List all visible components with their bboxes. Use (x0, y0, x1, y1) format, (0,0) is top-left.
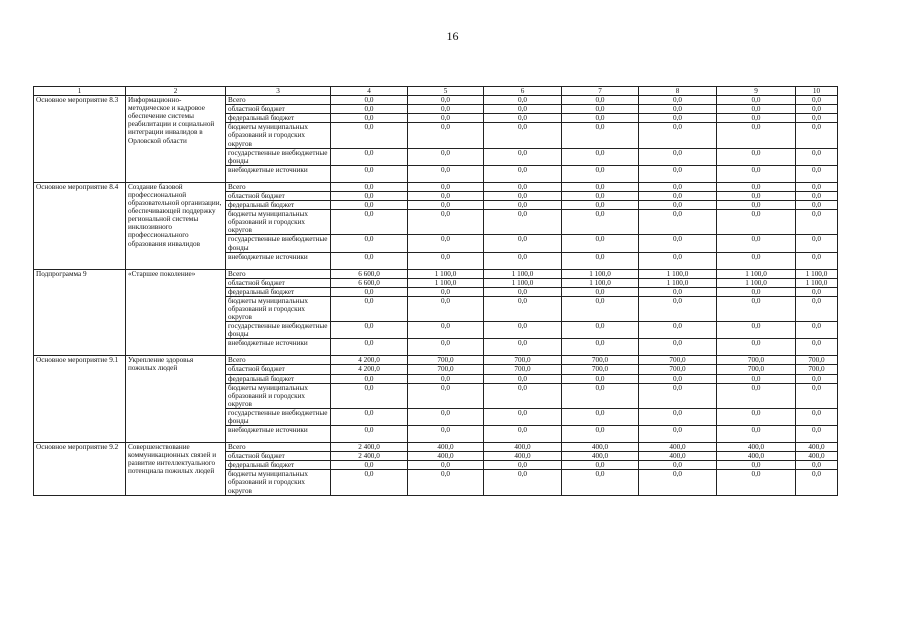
value-cell: 0,0 (717, 105, 796, 114)
value-cell: 0,0 (717, 374, 796, 383)
value-cell: 0,0 (331, 201, 408, 210)
value-cell: 0,0 (796, 426, 838, 443)
value-cell: 0,0 (331, 461, 408, 470)
funding-source-cell: государственные внебюджетные фонды (226, 148, 331, 165)
value-cell: 0,0 (408, 165, 484, 182)
value-cell: 0,0 (562, 96, 639, 105)
value-cell: 0,0 (408, 105, 484, 114)
value-cell: 0,0 (484, 426, 562, 443)
value-cell: 0,0 (331, 252, 408, 269)
value-cell: 0,0 (717, 287, 796, 296)
value-cell: 0,0 (408, 296, 484, 321)
program-name-cell: Подпрограмма 9 (34, 269, 126, 356)
column-header-8: 8 (639, 87, 717, 96)
value-cell: 0,0 (796, 374, 838, 383)
value-cell: 0,0 (562, 235, 639, 252)
value-cell: 0,0 (408, 322, 484, 339)
value-cell: 0,0 (562, 105, 639, 114)
value-cell: 0,0 (717, 96, 796, 105)
value-cell: 0,0 (717, 426, 796, 443)
value-cell: 0,0 (796, 210, 838, 235)
value-cell: 0,0 (562, 252, 639, 269)
value-cell: 0,0 (639, 252, 717, 269)
program-name-cell: Основное мероприятие 8.4 (34, 182, 126, 269)
funding-source-cell: государственные внебюджетные фонды (226, 408, 331, 425)
value-cell: 0,0 (562, 123, 639, 148)
value-cell: 0,0 (639, 165, 717, 182)
program-name-cell: Основное мероприятие 8.3 (34, 96, 126, 183)
value-cell: 400,0 (717, 443, 796, 452)
value-cell: 700,0 (796, 365, 838, 374)
value-cell: 4 200,0 (331, 365, 408, 374)
value-cell: 0,0 (562, 182, 639, 191)
value-cell: 1 100,0 (796, 269, 838, 278)
value-cell: 0,0 (717, 165, 796, 182)
value-cell: 0,0 (484, 165, 562, 182)
value-cell: 1 100,0 (408, 278, 484, 287)
value-cell: 0,0 (484, 252, 562, 269)
column-header-3: 3 (226, 87, 331, 96)
value-cell: 0,0 (796, 383, 838, 408)
value-cell: 0,0 (331, 383, 408, 408)
budget-table (33, 86, 838, 496)
value-cell: 0,0 (639, 322, 717, 339)
table-row (34, 96, 838, 105)
value-cell: 400,0 (796, 452, 838, 461)
value-cell: 6 600,0 (331, 269, 408, 278)
value-cell: 0,0 (639, 123, 717, 148)
funding-source-cell: федеральный бюджет (226, 374, 331, 383)
value-cell: 0,0 (331, 322, 408, 339)
value-cell: 0,0 (639, 105, 717, 114)
value-cell: 0,0 (639, 191, 717, 200)
value-cell: 1 100,0 (717, 269, 796, 278)
value-cell: 0,0 (639, 426, 717, 443)
value-cell: 0,0 (639, 114, 717, 123)
value-cell: 700,0 (408, 356, 484, 365)
value-cell: 0,0 (717, 383, 796, 408)
funding-source-cell: областной бюджет (226, 365, 331, 374)
value-cell: 700,0 (562, 356, 639, 365)
value-cell: 0,0 (408, 114, 484, 123)
value-cell: 1 100,0 (484, 278, 562, 287)
table-row (34, 269, 838, 278)
table-row (34, 356, 838, 365)
value-cell: 0,0 (639, 461, 717, 470)
value-cell: 0,0 (639, 210, 717, 235)
value-cell: 1 100,0 (484, 269, 562, 278)
value-cell: 0,0 (717, 148, 796, 165)
funding-source-cell: областной бюджет (226, 452, 331, 461)
funding-source-cell: бюджеты муниципальных образований и городских округов (226, 470, 331, 495)
table-row (34, 443, 838, 452)
value-cell: 0,0 (717, 322, 796, 339)
value-cell: 0,0 (717, 123, 796, 148)
funding-source-cell: федеральный бюджет (226, 287, 331, 296)
value-cell: 0,0 (408, 235, 484, 252)
value-cell: 2 400,0 (331, 443, 408, 452)
value-cell: 0,0 (408, 374, 484, 383)
value-cell: 0,0 (639, 148, 717, 165)
value-cell: 700,0 (562, 365, 639, 374)
value-cell: 0,0 (484, 374, 562, 383)
value-cell: 0,0 (796, 165, 838, 182)
value-cell: 0,0 (484, 123, 562, 148)
value-cell: 0,0 (408, 252, 484, 269)
value-cell: 0,0 (408, 408, 484, 425)
value-cell: 0,0 (331, 374, 408, 383)
value-cell: 0,0 (331, 470, 408, 495)
value-cell: 1 100,0 (408, 269, 484, 278)
value-cell: 400,0 (484, 443, 562, 452)
value-cell: 0,0 (331, 287, 408, 296)
funding-source-cell: федеральный бюджет (226, 201, 331, 210)
column-header-4: 4 (331, 87, 408, 96)
value-cell: 0,0 (484, 96, 562, 105)
value-cell: 0,0 (484, 191, 562, 200)
value-cell: 0,0 (639, 96, 717, 105)
value-cell: 0,0 (562, 287, 639, 296)
value-cell: 0,0 (484, 470, 562, 495)
value-cell: 0,0 (796, 287, 838, 296)
value-cell: 0,0 (639, 383, 717, 408)
value-cell: 1 100,0 (562, 269, 639, 278)
value-cell: 0,0 (796, 123, 838, 148)
value-cell: 0,0 (562, 148, 639, 165)
value-cell: 0,0 (562, 470, 639, 495)
value-cell: 0,0 (408, 96, 484, 105)
program-name-cell: Основное мероприятие 9.2 (34, 443, 126, 496)
funding-source-cell: государственные внебюджетные фонды (226, 235, 331, 252)
value-cell: 0,0 (331, 165, 408, 182)
value-cell: 700,0 (408, 365, 484, 374)
value-cell: 0,0 (484, 408, 562, 425)
value-cell: 0,0 (408, 287, 484, 296)
value-cell: 0,0 (562, 461, 639, 470)
value-cell: 0,0 (331, 408, 408, 425)
funding-source-cell: федеральный бюджет (226, 461, 331, 470)
funding-source-cell: областной бюджет (226, 105, 331, 114)
value-cell: 0,0 (562, 201, 639, 210)
value-cell: 1 100,0 (796, 278, 838, 287)
funding-source-cell: областной бюджет (226, 191, 331, 200)
funding-source-cell: бюджеты муниципальных образований и городских округов (226, 383, 331, 408)
value-cell: 0,0 (717, 182, 796, 191)
value-cell: 0,0 (484, 201, 562, 210)
value-cell: 0,0 (639, 339, 717, 356)
value-cell: 0,0 (639, 287, 717, 296)
funding-source-cell: Всего (226, 269, 331, 278)
value-cell: 0,0 (562, 322, 639, 339)
value-cell: 700,0 (484, 356, 562, 365)
column-header-2: 2 (126, 87, 226, 96)
value-cell: 400,0 (796, 443, 838, 452)
value-cell: 0,0 (717, 210, 796, 235)
funding-source-cell: внебюджетные источники (226, 426, 331, 443)
value-cell: 0,0 (331, 191, 408, 200)
funding-source-cell: бюджеты муниципальных образований и городских округов (226, 123, 331, 148)
value-cell: 0,0 (796, 461, 838, 470)
program-title-cell: Информационно-методическое и кадровое обеспечение системы реабилитации и социальной интеграции инвалидов в Орловской области (126, 96, 226, 183)
value-cell: 0,0 (408, 339, 484, 356)
value-cell: 0,0 (562, 296, 639, 321)
value-cell: 0,0 (484, 461, 562, 470)
value-cell: 0,0 (484, 287, 562, 296)
value-cell: 0,0 (639, 470, 717, 495)
value-cell: 2 400,0 (331, 452, 408, 461)
value-cell: 0,0 (484, 235, 562, 252)
value-cell: 0,0 (408, 191, 484, 200)
value-cell: 0,0 (562, 426, 639, 443)
value-cell: 0,0 (331, 105, 408, 114)
value-cell: 0,0 (717, 408, 796, 425)
column-header-7: 7 (562, 87, 639, 96)
value-cell: 0,0 (484, 105, 562, 114)
value-cell: 0,0 (331, 235, 408, 252)
funding-source-cell: бюджеты муниципальных образований и городских округов (226, 296, 331, 321)
value-cell: 1 100,0 (639, 269, 717, 278)
value-cell: 0,0 (408, 461, 484, 470)
value-cell: 0,0 (331, 296, 408, 321)
value-cell: 400,0 (639, 452, 717, 461)
value-cell: 1 100,0 (639, 278, 717, 287)
value-cell: 0,0 (796, 148, 838, 165)
value-cell: 0,0 (796, 339, 838, 356)
value-cell: 0,0 (562, 408, 639, 425)
value-cell: 0,0 (484, 383, 562, 408)
program-title-cell: Совершенствование коммуникационных связей и развитие интеллектуального потенциала пожилых людей (126, 443, 226, 496)
value-cell: 0,0 (717, 296, 796, 321)
value-cell: 0,0 (639, 182, 717, 191)
value-cell: 0,0 (408, 210, 484, 235)
column-header-10: 10 (796, 87, 838, 96)
value-cell: 400,0 (408, 452, 484, 461)
value-cell: 0,0 (484, 322, 562, 339)
value-cell: 0,0 (796, 182, 838, 191)
value-cell: 700,0 (796, 356, 838, 365)
value-cell: 700,0 (639, 356, 717, 365)
value-cell: 0,0 (639, 235, 717, 252)
value-cell: 0,0 (717, 201, 796, 210)
value-cell: 0,0 (408, 182, 484, 191)
value-cell: 6 600,0 (331, 278, 408, 287)
value-cell: 0,0 (639, 408, 717, 425)
value-cell: 0,0 (331, 210, 408, 235)
value-cell: 0,0 (408, 426, 484, 443)
funding-source-cell: Всего (226, 182, 331, 191)
value-cell: 0,0 (331, 426, 408, 443)
value-cell: 0,0 (484, 148, 562, 165)
funding-source-cell: государственные внебюджетные фонды (226, 322, 331, 339)
value-cell: 0,0 (796, 191, 838, 200)
value-cell: 0,0 (562, 165, 639, 182)
funding-source-cell: внебюджетные источники (226, 252, 331, 269)
value-cell: 0,0 (484, 182, 562, 191)
funding-source-cell: федеральный бюджет (226, 114, 331, 123)
value-cell: 0,0 (331, 114, 408, 123)
value-cell: 0,0 (562, 339, 639, 356)
value-cell: 0,0 (562, 383, 639, 408)
value-cell: 0,0 (484, 296, 562, 321)
funding-source-cell: внебюджетные источники (226, 165, 331, 182)
value-cell: 0,0 (562, 374, 639, 383)
value-cell: 0,0 (796, 235, 838, 252)
column-header-5: 5 (408, 87, 484, 96)
funding-source-cell: бюджеты муниципальных образований и городских округов (226, 210, 331, 235)
value-cell: 0,0 (484, 210, 562, 235)
value-cell: 400,0 (639, 443, 717, 452)
value-cell: 0,0 (331, 148, 408, 165)
value-cell: 0,0 (796, 114, 838, 123)
value-cell: 0,0 (331, 96, 408, 105)
value-cell: 4 200,0 (331, 356, 408, 365)
column-header-9: 9 (717, 87, 796, 96)
value-cell: 0,0 (717, 191, 796, 200)
value-cell: 1 100,0 (717, 278, 796, 287)
value-cell: 0,0 (408, 123, 484, 148)
value-cell: 0,0 (717, 252, 796, 269)
value-cell: 0,0 (408, 470, 484, 495)
program-title-cell: Укрепление здоровья пожилых людей (126, 356, 226, 443)
value-cell: 0,0 (331, 123, 408, 148)
column-header-1: 1 (34, 87, 126, 96)
funding-source-cell: Всего (226, 443, 331, 452)
value-cell: 0,0 (796, 105, 838, 114)
value-cell: 400,0 (484, 452, 562, 461)
value-cell: 400,0 (717, 452, 796, 461)
value-cell: 700,0 (717, 356, 796, 365)
value-cell: 0,0 (639, 201, 717, 210)
value-cell: 0,0 (331, 182, 408, 191)
value-cell: 0,0 (408, 383, 484, 408)
value-cell: 400,0 (562, 452, 639, 461)
funding-source-cell: внебюджетные источники (226, 339, 331, 356)
value-cell: 0,0 (796, 296, 838, 321)
value-cell: 0,0 (331, 339, 408, 356)
value-cell: 0,0 (562, 210, 639, 235)
value-cell: 0,0 (796, 408, 838, 425)
value-cell: 0,0 (484, 339, 562, 356)
column-header-6: 6 (484, 87, 562, 96)
value-cell: 400,0 (562, 443, 639, 452)
value-cell: 0,0 (484, 114, 562, 123)
value-cell: 0,0 (717, 470, 796, 495)
value-cell: 0,0 (796, 252, 838, 269)
value-cell: 0,0 (796, 322, 838, 339)
value-cell: 700,0 (484, 365, 562, 374)
value-cell: 700,0 (639, 365, 717, 374)
value-cell: 0,0 (562, 191, 639, 200)
program-title-cell: Создание базовой профессиональной образовательной организации, обеспечивающей поддержку региональной системы инклюзивного профессионального образования инвалидов (126, 182, 226, 269)
value-cell: 0,0 (796, 201, 838, 210)
value-cell: 0,0 (639, 296, 717, 321)
value-cell: 0,0 (717, 339, 796, 356)
page-number: 16 (446, 29, 459, 43)
table-header-row (34, 87, 838, 96)
funding-source-cell: Всего (226, 96, 331, 105)
value-cell: 0,0 (796, 96, 838, 105)
value-cell: 0,0 (408, 201, 484, 210)
value-cell: 0,0 (717, 235, 796, 252)
value-cell: 0,0 (717, 461, 796, 470)
funding-source-cell: областной бюджет (226, 278, 331, 287)
value-cell: 0,0 (717, 114, 796, 123)
value-cell: 1 100,0 (562, 278, 639, 287)
value-cell: 0,0 (639, 374, 717, 383)
funding-source-cell: Всего (226, 356, 331, 365)
value-cell: 0,0 (796, 470, 838, 495)
value-cell: 700,0 (717, 365, 796, 374)
program-title-cell: «Старшее поколение» (126, 269, 226, 356)
value-cell: 400,0 (408, 443, 484, 452)
table-row (34, 182, 838, 191)
program-name-cell: Основное мероприятие 9.1 (34, 356, 126, 443)
value-cell: 0,0 (562, 114, 639, 123)
value-cell: 0,0 (408, 148, 484, 165)
